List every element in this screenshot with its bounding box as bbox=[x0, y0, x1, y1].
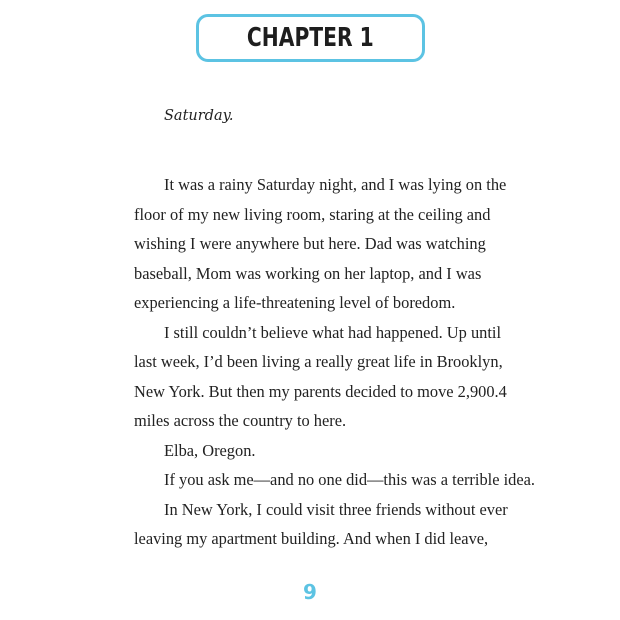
chapter-heading-box bbox=[196, 14, 425, 62]
text-line: baseball, Mom was working on her laptop, and I was bbox=[134, 263, 482, 283]
body-text bbox=[134, 170, 535, 554]
text-line: If you ask me—and no one did—this was a terrible idea. bbox=[164, 470, 535, 489]
text-line: I still couldn’t believe what had happened. Up until bbox=[164, 322, 501, 342]
dateline: Saturday. bbox=[164, 108, 234, 124]
page-number: 9 bbox=[303, 580, 317, 604]
text-line: floor of my new living room, staring at the ceiling and bbox=[134, 204, 491, 224]
text-line: leaving my apartment building. And when I did leave, bbox=[134, 529, 489, 548]
text-line: Elba, Oregon. bbox=[164, 440, 256, 460]
text-line: It was a rainy Saturday night, and I was lying on the bbox=[164, 175, 507, 194]
text-line: experiencing a life-threatening level of boredom. bbox=[134, 293, 456, 312]
text-line: New York. But then my parents decided to move 2,900.4 bbox=[134, 381, 507, 401]
text-line: miles across the country to here. bbox=[134, 411, 347, 430]
text-line: wishing I were anywhere but here. Dad was watching bbox=[134, 234, 486, 253]
chapter-title: CHAPTER 1 bbox=[247, 23, 374, 53]
text-line: In New York, I could visit three friends without ever bbox=[164, 499, 508, 519]
text-line: last week, I’d been living a really great life in Brooklyn, bbox=[134, 352, 503, 371]
